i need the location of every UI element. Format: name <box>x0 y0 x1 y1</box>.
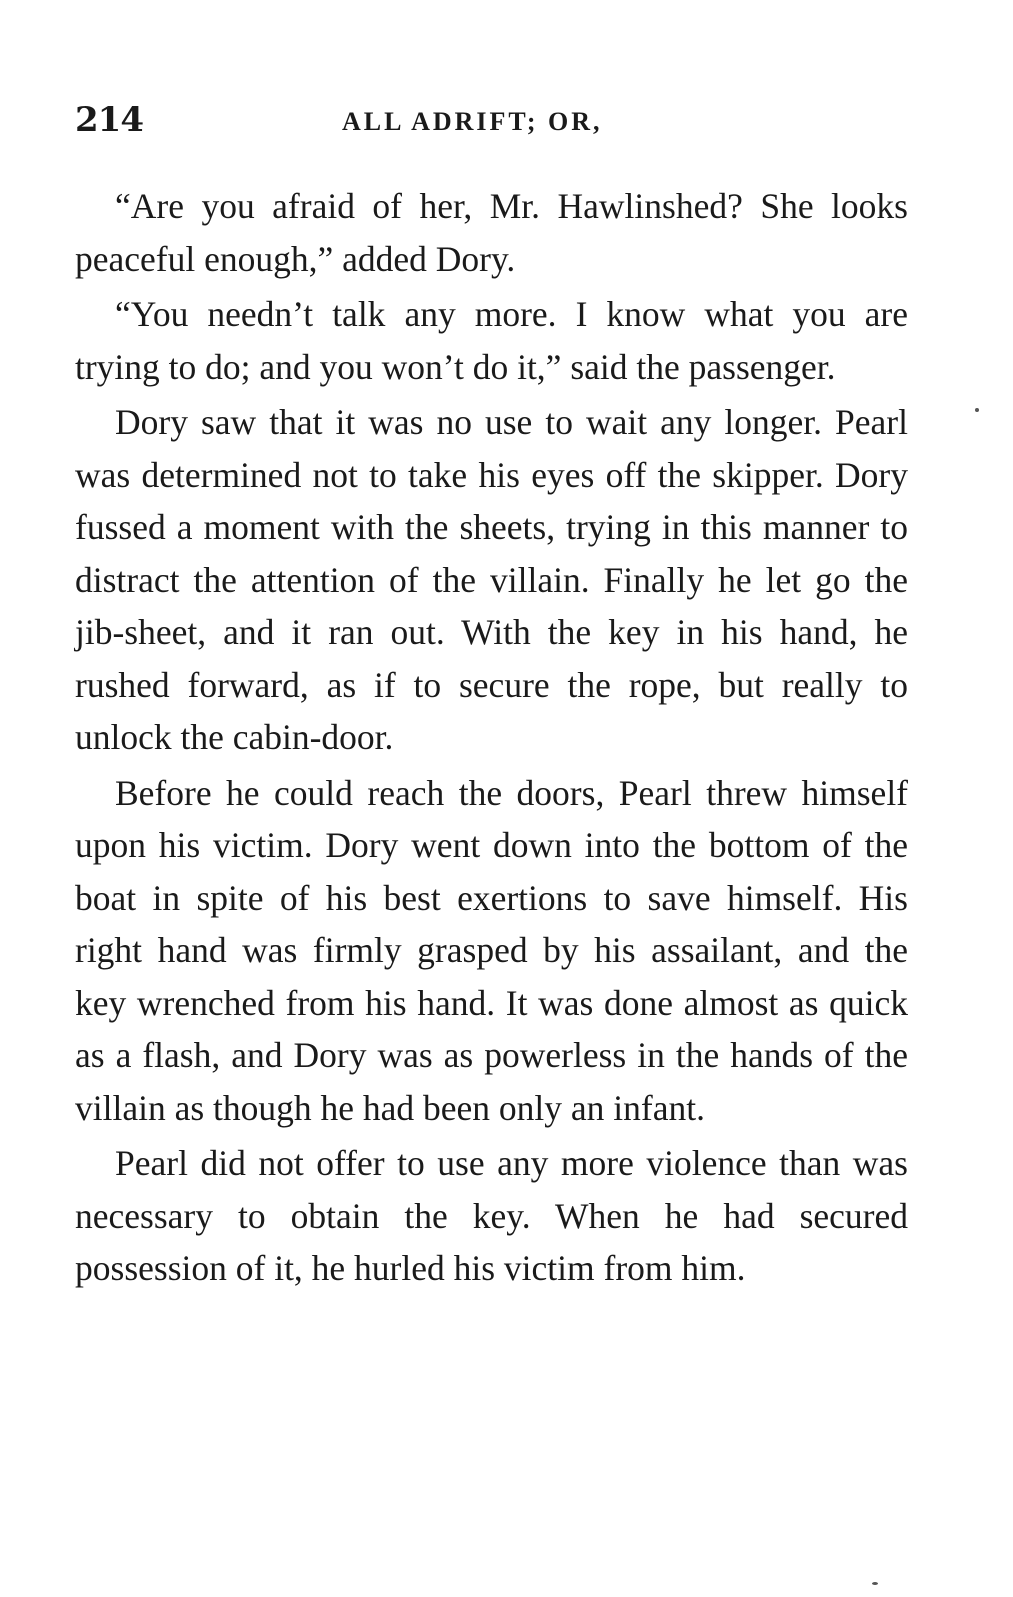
print-speck <box>872 1582 878 1585</box>
paragraph: “Are you afraid of her, Mr. Hawlinshed? She looks peaceful enough,” added Dory. <box>75 186 908 279</box>
running-title: ALL ADRIFT; OR, <box>342 107 603 136</box>
paragraph: Dory saw that it was no use to wait any longer. Pearl was determined not to take his eyes off the skipper. Dory fussed a moment with the sheets, trying in this manner to distract the attention of the villain. Finally he let go the jib-sheet, and it ran out. With the key in his hand, he rushed forward, as if to secure the rope, but really to unlock the cabin-door. <box>75 402 908 757</box>
paragraph: “You needn’t talk any more. I know what you are trying to do; and you won’t do it,” said the passenger. <box>75 294 908 387</box>
running-head <box>75 98 908 142</box>
print-speck <box>975 408 979 412</box>
paragraph: Before he could reach the doors, Pearl threw himself upon his victim. Dory went down into the bottom of the boat in spite of his best exertions to save himself. His right hand was firmly grasped by his assailant, and the key wrenched from his hand. It was done almost as quick as a flash, and Dory was as powerless in the hands of the villain as though he had been only an infant. <box>75 772 908 1128</box>
body-text <box>75 180 908 1298</box>
paragraph: Pearl did not offer to use any more violence than was necessary to obtain the key. When he had secured possession of it, he hurled his victim from him. <box>75 1143 908 1288</box>
page-number: 214 <box>75 100 143 140</box>
